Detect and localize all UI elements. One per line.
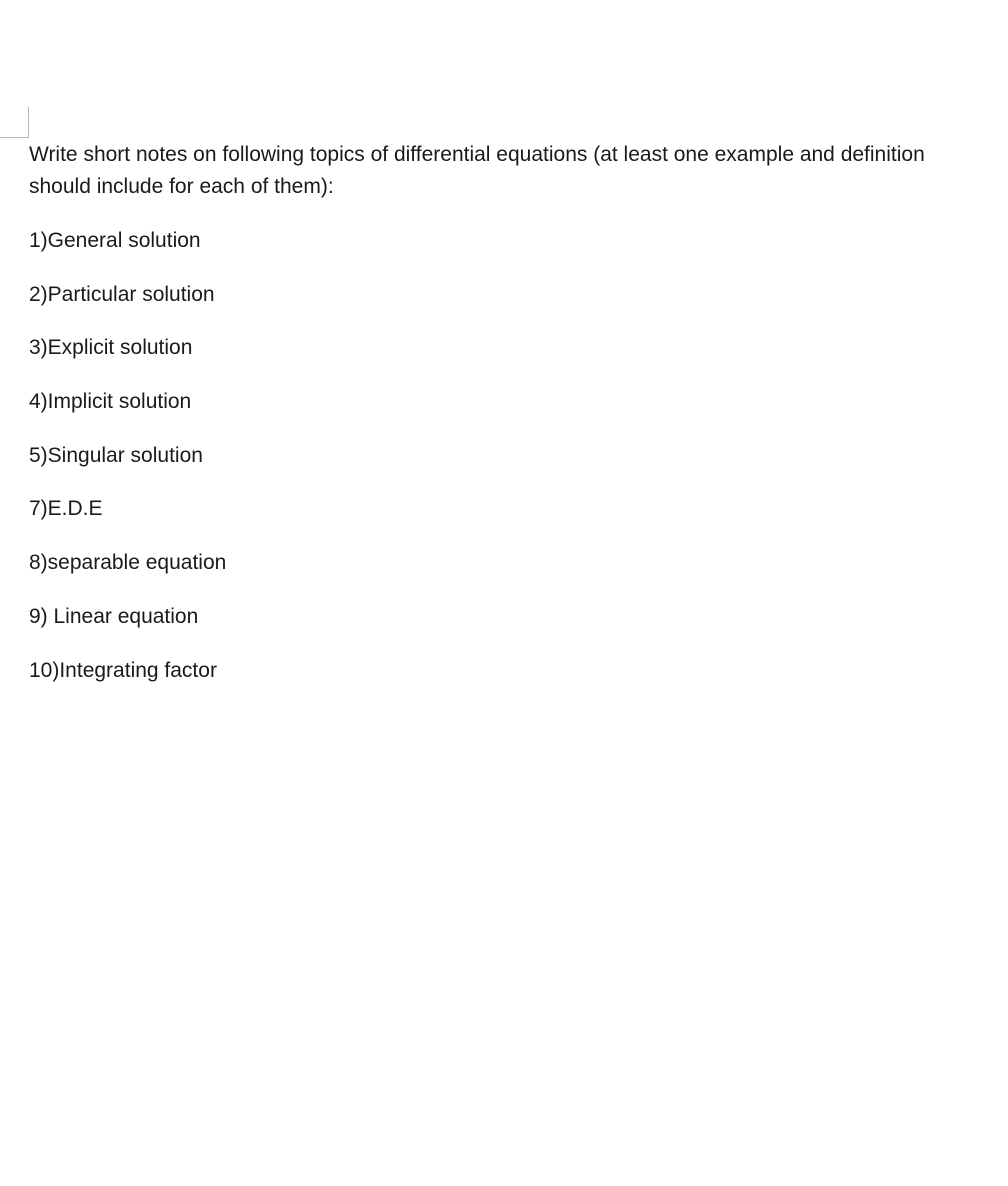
list-item: 10)Integrating factor: [29, 658, 217, 682]
document-body[interactable]: [29, 139, 969, 708]
page-margin-corner-mark: [0, 107, 29, 138]
list-item: 1)General solution: [29, 229, 201, 252]
list-item: 4)Implicit solution: [29, 390, 192, 414]
topic-list: [29, 225, 969, 687]
list-item: 9) Linear equation: [29, 604, 199, 628]
list-item: 8)separable equation: [29, 551, 227, 575]
intro-paragraph: Write short notes on following topics of differential equations (at least one example and definition should include for each of them):: [29, 143, 925, 198]
list-item: 7)E.D.E: [29, 497, 103, 521]
list-item: 5)Singular solution: [29, 443, 203, 467]
list-item: 3)Explicit solution: [29, 336, 193, 360]
list-item: 2)Particular solution: [29, 282, 215, 306]
